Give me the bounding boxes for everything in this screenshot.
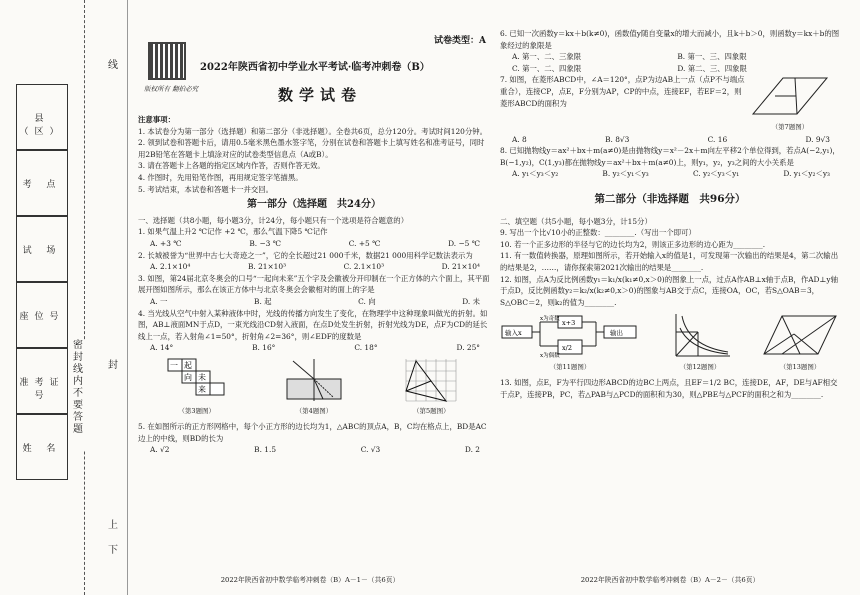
qr-caption: 版权所有 翻拍必究	[144, 85, 199, 93]
option: D. 25°	[456, 343, 480, 353]
option: B. 1.5	[254, 445, 277, 455]
question-9: 9. 写出一个比√10小的正整数：________.（写出一个即可）	[500, 228, 696, 238]
question-8-options	[500, 168, 840, 180]
left-page	[130, 28, 490, 583]
option: A. 2.1×10⁴	[150, 262, 191, 272]
option: B. y₂＜y₁＜y₃	[602, 169, 649, 179]
option: C. 向	[358, 296, 376, 306]
option: A. 14°	[150, 343, 174, 353]
question-3: 3. 如图，第24届北京冬奥会的口号“一起向未来”五个字及会徽被分开印制在一个正方体的六个面上，其平面展开图如图所示，那么在该正方体中与北京冬奥会会徽相对的面上的字是	[138, 273, 490, 295]
question-7: 7. 如图，在菱形ABCD中，∠A＝120°，点P为边AB上一点（点P不与端点重合），连接CP，点E，F分别为AP，CP的中点，连接EF，若EF＝2，则菱形ABCD的面积为	[500, 75, 745, 108]
flow-output-label: 输出	[610, 329, 623, 338]
option: A. 第一、二、三象限	[512, 52, 582, 62]
field-label: 县（区）	[19, 114, 65, 137]
option: B. 21×10³	[247, 262, 287, 272]
option: A. y₁＜y₃＜y₂	[512, 169, 559, 179]
figure-4-caption: （第4题图）	[295, 407, 333, 416]
figures-row-11-13	[500, 312, 840, 373]
left-page-footer: 2022年陕西省初中数学临考冲刺卷（B）A－1－（共6页）	[220, 576, 400, 585]
note-item: 5. 考试结束，本试卷和答题卡一并交回。	[138, 184, 274, 194]
question-11: 11. 有一数值转换器，原理如图所示，若开始输入x的值是1，可发现第一次输出的结果是4，第二次输出的结果是2，……，请你探索第2021次输出的结果是________.	[500, 251, 839, 272]
option: C. √3	[360, 445, 381, 455]
field-label: 准考证号	[19, 378, 65, 401]
side-mark-bottom: 下	[108, 545, 118, 556]
question-1-options	[138, 238, 490, 250]
subject-title: 数学试卷	[278, 86, 363, 104]
option: B. 第一、三、四象限	[677, 52, 747, 62]
field-label: 试 场	[22, 246, 62, 256]
exam-title: 2022年陕西省初中学业水平考试·临考冲刺卷（B）	[200, 62, 430, 73]
side-mark-top: 上	[108, 520, 118, 531]
question-10: 10. 若一个正多边形的半径与它的边长均为2，则该正多边形的边心距为________.	[500, 239, 766, 249]
question-7-block	[500, 74, 840, 133]
field-label: 姓 名	[22, 444, 62, 454]
section2-heading: 二、填空题（共5小题，每小题3分，计15分）	[500, 216, 652, 226]
note-item: 2. 领到试卷和答题卡后，请用0.5毫米黑色墨水签字笔，分别在试卷和答题卡上填写姓名和准考证号，同时用2B铅笔在答题卡上填涂对应的试卷类型信息点（A或B）。	[138, 138, 485, 159]
question-1: 1. 如果气温上升2 ℃记作 +2 ℃，那么气温下降5 ℃记作	[138, 227, 328, 237]
option: B. 16°	[252, 343, 276, 353]
option: A. +3 ℃	[150, 238, 182, 248]
question-6: 6. 已知一次函数y＝kx＋b(k≠0)，函数值y随自变量x的增大而减小，且k＋b＞0，则函数y＝kx＋b的图象经过的象限是	[500, 29, 840, 50]
rhombus-diagram	[747, 74, 833, 118]
question-5-options	[138, 444, 490, 456]
binding-margin	[0, 0, 128, 595]
notes-block	[138, 114, 490, 456]
option: C. 16	[707, 134, 728, 144]
note-item: 1. 本试卷分为第一部分（选择题）和第二部分（非选择题）。全卷共6页，总分120分。考试时间120分钟。	[138, 126, 488, 136]
option: B. −3 ℃	[249, 238, 281, 248]
flowchart-diagram	[500, 312, 640, 358]
option: B. 起	[254, 296, 272, 306]
part2-title: 第二部分（非选择题 共96分）	[594, 192, 746, 205]
field-label: 座位号	[19, 312, 65, 322]
figure-7	[745, 74, 835, 133]
option: D. 2	[464, 445, 480, 455]
option: A. 一	[150, 296, 168, 306]
right-page-footer: 2022年陕西省初中数学临考冲刺卷（B）A－2－（共6页）	[580, 576, 760, 585]
figure-11-caption: （第11题图）	[549, 362, 591, 371]
seal-line	[84, 0, 85, 595]
flow-op2-label: x/2	[562, 344, 572, 353]
figure-13	[760, 312, 840, 373]
question-8: 8. 已知抛物线y＝ax²＋bx＋m(a≠0)是由抛物线y＝x²－2x＋m向左平移2个单位得到，若点A(−2,y₁)，B(−1,y₂)，C(1,y₃)都在抛物线y＝ax²＋bx＋m(a≠0)上，则y₁，y₂，y₃之间的大小关系是	[500, 146, 840, 167]
option: D. 9√3	[805, 134, 830, 144]
field-county	[16, 84, 68, 150]
question-12: 12. 如图，点A为反比例函数y₁＝k₁/x(k₁≠0,x＞0)的图象上一点，过点A作AB⊥x轴于点B，作AD⊥y轴于点D，反比例函数y₂＝k₂/x(k₂≠0,x＞0)的图象与AB交于点C，连接OA，OC，若S△OAB＝3，S△OBC＝2，则k₂的值为________.	[500, 274, 838, 307]
option: B. 8√3	[605, 134, 630, 144]
figure-4	[279, 357, 349, 418]
flow-op1-label: x+3	[562, 319, 576, 328]
option: D. −5 ℃	[448, 238, 480, 248]
question-7-options	[500, 134, 840, 146]
notes-title: 注意事项：	[138, 115, 175, 124]
question-6-options	[500, 51, 840, 74]
paper-type: 试卷类型：A	[434, 36, 486, 46]
option: D. y₁＜y₂＜y₃	[783, 169, 830, 179]
question-2-options	[138, 261, 490, 273]
flow-odd-label: x为奇数	[540, 316, 560, 323]
parallelogram-diagram	[760, 312, 840, 358]
hyperbola-diagram	[668, 312, 732, 358]
field-seat-number	[16, 282, 68, 348]
flow-even-label: x为偶数	[540, 353, 560, 359]
refraction-diagram	[279, 357, 349, 403]
figure-13-caption: （第13题图）	[779, 362, 821, 371]
net-cell-text: 向	[183, 372, 192, 382]
net-cell-text: 未	[197, 372, 206, 382]
figure-5-caption: （第5题图）	[412, 407, 450, 416]
option: C. 第一、二、四象限	[512, 63, 582, 73]
option: C. 2.1×10³	[343, 262, 385, 272]
figure-3	[162, 357, 232, 418]
grid-triangle-diagram	[396, 357, 466, 403]
question-13: 13. 如图，点E，F为平行四边形ABCD的边BC上两点，且EF＝1/2 BC，连接DE，AF，DE与AF相交于点P，连接PB，PC，若△PAB与△PCD的面积和为30，则△PBE与△PCF的面积之和为________.	[500, 378, 838, 400]
field-exam-room	[16, 216, 68, 282]
note-item: 3. 请在答题卡上各题的指定区域内作答，否则作答无效。	[138, 161, 325, 171]
note-item: 4. 作图时，先用铅笔作图，再用规定签字笔描黑。	[138, 172, 303, 182]
qr-code-icon	[148, 42, 186, 80]
net-cell-text: 起	[183, 360, 192, 370]
option: D. 第二、三、四象限	[677, 63, 747, 73]
option: A. 8	[512, 134, 527, 144]
option: C. +5 ℃	[348, 238, 381, 248]
option: A. √2	[150, 445, 170, 455]
figure-12	[668, 312, 732, 373]
question-2: 2. 长城被誉为“世界中古七大奇迹之一”，它的全长超过21 000千米，数据21 000用科学记数法表示为	[138, 250, 473, 260]
section1-heading: 一、选择题（共8小题，每小题3分，计24分，每小题只有一个选项是符合题意的）	[138, 215, 409, 225]
field-label: 考 点	[22, 180, 62, 190]
seal-warning-text: 密 封 线 内 不 要 答 题	[70, 340, 86, 450]
option: C. y₂＜y₃＜y₁	[692, 169, 740, 179]
figure-5	[396, 357, 466, 418]
option: D. 21×10⁴	[441, 262, 480, 272]
question-3-options	[138, 296, 490, 308]
figure-3-caption: （第3题图）	[178, 407, 215, 416]
net-cell-text: 一	[169, 360, 178, 370]
side-mark-line: 线	[108, 60, 118, 71]
figure-12-caption: （第12题图）	[679, 362, 721, 371]
net-cell-text: 来	[197, 384, 206, 394]
field-admission-number	[16, 348, 68, 414]
side-mark-seal: 封	[108, 360, 118, 371]
figure-7-caption: （第7题图）	[771, 122, 809, 131]
flow-input-label: 输入x	[505, 329, 522, 338]
field-exam-site	[16, 150, 68, 216]
question-5: 5. 在如图所示的正方形网格中，每个小正方形的边长均为1，△ABC的顶点A，B，C均在格点上，BD是AC边上的中线，则BD的长为	[138, 422, 487, 443]
question-4: 4. 当光线从空气中射入某种液体中时，光线的传播方向发生了变化，在物理学中这种现象叫做光的折射。如图，AB⊥液面MN于点D，一束光线沿CD射入液面，在点D处发生折射，折射光线为DE，点F为CD的延长线上一点，若入射角∠1=50°，折射角∠2=36°，则∠EDF的度数是	[138, 308, 488, 341]
part1-title: 第一部分（选择题 共24分）	[247, 199, 381, 211]
question-4-options	[138, 342, 490, 354]
figure-11	[500, 312, 640, 373]
figures-row-3-5	[138, 357, 490, 418]
option: C. 18°	[354, 343, 378, 353]
cube-net-diagram	[162, 357, 232, 403]
right-page	[500, 28, 840, 583]
option: D. 未	[462, 296, 480, 306]
field-name	[16, 414, 68, 480]
